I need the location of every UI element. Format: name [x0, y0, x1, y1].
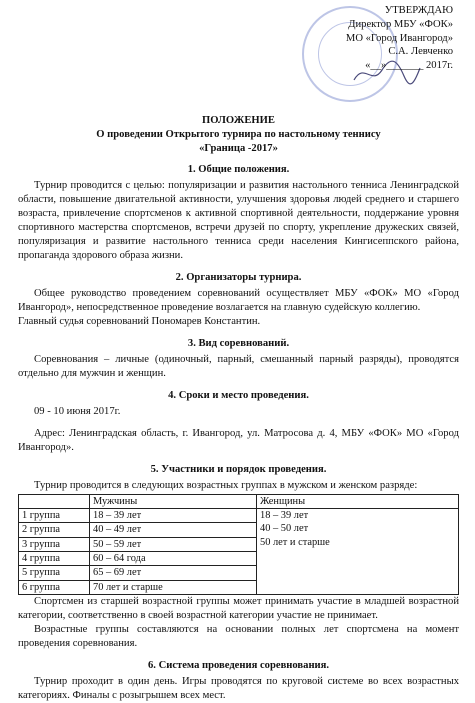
section-1-heading: 1. Общие положения.	[187, 164, 290, 176]
table-row	[19, 508, 459, 594]
section-2-referee: Главный судья соревнований Пономарев Константин.	[18, 315, 261, 327]
section-1-text: Турнир проводится с целью: популяризации и развития настольного тенниса Ленинградской области, повышение двигательной активности, улучшения здоровья людей среднего и старшего возраста, привлечение спортсменов к активной спортивной деятельности, поддержание уровня спортивного мастерства спортсменов, встречи друзей по спорту, укрепление дружеских связей, популяризация и развитие настольного тенниса среди населения Кингисеппского района, пропаганда здорового образа жизни.	[18, 180, 459, 262]
men-age-range: 40 – 49 лет	[90, 523, 256, 537]
document-subtitle: О проведении Открытого турнира по настольному теннису	[96, 128, 381, 140]
group-column	[19, 508, 90, 594]
section-4-date: 09 - 10 июня 2017г.	[34, 405, 121, 417]
section-3-text: Соревнования – личные (одиночный, парный, смешанный парный разряды), проводятся отдельно для мужчин и женщин.	[18, 353, 459, 379]
tournament-name: «Граница -2017»	[199, 142, 278, 154]
approval-signatory: С.А. Левченко	[388, 46, 453, 58]
men-age-range: 60 – 64 года	[90, 552, 256, 566]
section-5-heading: 5. Участники и порядок проведения.	[150, 463, 327, 475]
section-4-heading: 4. Сроки и место проведения.	[168, 389, 309, 401]
section-5-intro: Турнир проводится в следующих возрастных группах в мужском и женском разряде:	[34, 479, 418, 491]
document-header	[18, 114, 459, 155]
section-3-heading: 3. Вид соревнований.	[187, 337, 290, 349]
women-age-range: 50 лет и старше	[260, 536, 330, 548]
men-age-range: 65 – 69 лет	[90, 566, 256, 580]
table-header-row	[19, 494, 459, 508]
women-age-range: 18 – 39 лет	[260, 509, 309, 521]
table-header-men: Мужчины	[90, 494, 257, 508]
section-2-text: Общее руководство проведением соревнований осуществляет МБУ «ФОК» МО «Город Ивангород», непосредственное проведение возлагается на главную судейскую коллегию.	[18, 288, 459, 314]
approval-date: «__»_______ 2017г.	[365, 60, 453, 72]
age-groups-table	[18, 494, 459, 595]
approval-position: Директор МБУ «ФОК»	[348, 18, 453, 30]
men-age-range: 18 – 39 лет	[90, 509, 256, 523]
table-header-women: Женщины	[257, 494, 459, 508]
approval-block	[346, 4, 453, 73]
men-age-range: 70 лет и старше	[93, 581, 163, 593]
men-age-range: 50 – 59 лет	[90, 538, 256, 552]
group-label: 3 группа	[19, 538, 89, 552]
section-2-heading: 2. Организаторы турнира.	[175, 272, 302, 284]
women-age-range: 40 – 50 лет	[260, 523, 309, 535]
group-label: 1 группа	[19, 509, 89, 523]
section-6-heading: 6. Система проведения соревнования.	[147, 659, 330, 671]
section-5-text-2: Возрастные группы составляются на основании полных лет спортсмена на момент проведения соревнования.	[18, 623, 459, 649]
section-6-text: Турнир проходит в один день. Игры проводятся по круговой системе во всех возрастных категориях. Финалы с розыгрышем всех мест.	[18, 675, 459, 701]
section-5-text-1: Спортсмен из старшей возрастной группы может принимать участие в младшей возрастной категории, соответственно в своей возрастной категории участие не принимает.	[18, 595, 459, 621]
document-title: ПОЛОЖЕНИЕ	[202, 115, 275, 126]
group-label: 5 группа	[19, 566, 89, 580]
group-label: 2 группа	[19, 523, 89, 537]
group-label: 4 группа	[19, 552, 89, 566]
women-column	[257, 508, 459, 594]
approval-heading: УТВЕРЖДАЮ	[384, 5, 453, 16]
section-4-address: Адрес: Ленинградская область, г. Ивангород, ул. Матросова д. 4, МБУ «ФОК» МО «Город Ивангород».	[18, 427, 459, 453]
men-column	[90, 508, 257, 594]
group-label: 6 группа	[22, 581, 61, 593]
table-header-empty	[19, 494, 90, 508]
approval-organization: МО «Город Ивангород»	[345, 32, 453, 44]
